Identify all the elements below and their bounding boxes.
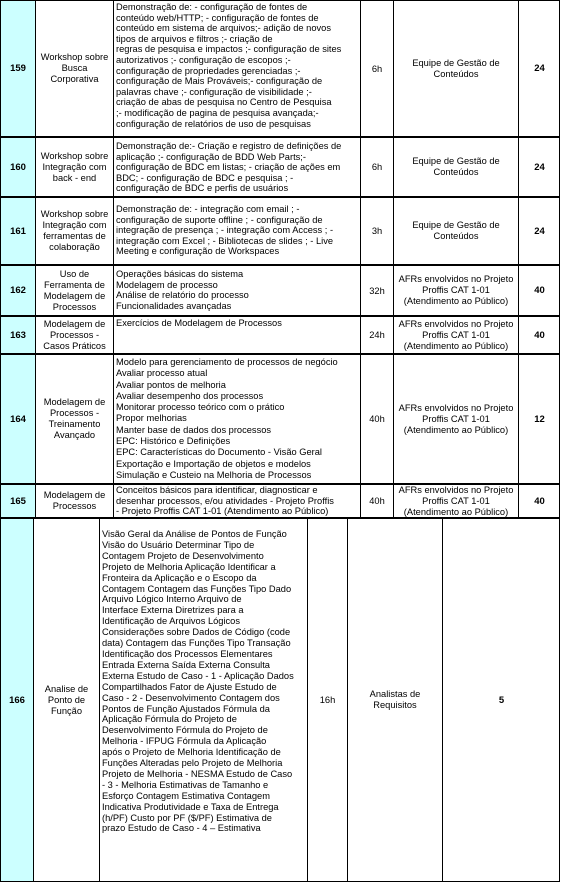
description-line: integração com Excel ; - Bibliotecas de slides ; - Live: [116, 235, 334, 246]
course-name: Modelagem de Processos - Casos Práticos: [36, 317, 114, 353]
row-number: 164: [1, 355, 36, 483]
description-line: Meeting e configuração de Workspaces: [116, 246, 280, 257]
description-line: Avaliar processo atual: [116, 368, 208, 379]
description-line: Demonstração de: - configuração de fontes de: [116, 2, 308, 12]
description-line: - 3 - Melhoria Estimativas de Tamanho e: [102, 779, 269, 790]
description-line: data) Contagem das Funções Tipo Transação: [102, 638, 291, 649]
description-line: Identificação dos Processos Elementares: [102, 648, 273, 659]
description-line: EPC: Histórico e Definições: [116, 436, 231, 447]
description-line: após o Projeto de Melhoria Identificação de: [102, 747, 281, 758]
course-name: Workshop sobre Integração com ferramentas de colaboração: [36, 198, 114, 264]
description-line: Caso - 2 - Desenvolvimento Contagem dos: [102, 692, 280, 703]
course-name: Workshop sobre Integração com back - end: [36, 138, 114, 196]
description-line: Visão Geral da Análise de Pontos de Função: [102, 529, 287, 539]
description-line: Exercícios de Modelagem de Processos: [116, 318, 282, 328]
description-line: palavras chave ;- configuração de visibilidade ;-: [116, 86, 312, 97]
description-line: Conceitos básicos para identificar, diagnosticar e: [116, 485, 318, 495]
description-line: regras de pesquisa e impactos ;- configuração de sites: [116, 44, 342, 55]
row-number: 162: [1, 266, 36, 315]
description-line: ;- modificação de pagina de pesquisa avançada;-: [116, 107, 319, 118]
description-line: Monitorar processo teórico com o prático: [116, 402, 285, 413]
target-audience: Equipe de Gestão de Conteúdos: [394, 1, 519, 136]
description-line: configuração de suporte offline ; - configuração de: [116, 214, 323, 225]
table-row: [0, 0, 560, 137]
description-line: Esforço Contagem Estimativa Contagem: [102, 790, 270, 801]
description-line: Identificação de Arquivos Lógicos: [102, 616, 240, 627]
description-line: Visão do Usuário Determinar Tipo de: [102, 539, 255, 550]
target-audience: AFRs envolvidos no Projeto Proffis CAT 1-01 (Atendimento ao Público): [394, 485, 519, 517]
table-row: [0, 137, 560, 197]
course-hours: 3h: [361, 198, 394, 264]
description-line: Projeto de Melhoria Aplicação Identificar a: [102, 561, 276, 572]
course-name: Uso de Ferramenta de Modelagem de Processos: [36, 266, 114, 315]
description-line: aplicação ;- configuração de BDD Web Parts;-: [116, 151, 306, 162]
course-name: Analise de Ponto de Função: [34, 519, 100, 881]
description-line: Simulação e Custeio na Melhoria de Processos: [116, 469, 312, 480]
description-line: prazo Estudo de Caso - 4 – Estimativa: [102, 823, 261, 834]
course-hours: 40h: [361, 485, 394, 517]
participant-count: 24: [534, 63, 545, 74]
course-hours: 16h: [308, 519, 348, 881]
row-number: 166: [1, 519, 34, 881]
description-line: autorizativos ;- configuração de escopos ;-: [116, 54, 291, 65]
course-description: [114, 138, 361, 196]
course-hours: 24h: [361, 317, 394, 353]
course-name: Modelagem de Processos: [36, 485, 114, 517]
course-description: [100, 519, 308, 881]
description-line: Fronteira da Aplicação e o Escopo da: [102, 572, 257, 583]
description-line: integração de presença ; - integração com Access ; -: [116, 225, 334, 236]
description-line: Avaliar desempenho dos processos: [116, 390, 264, 401]
course-description: [114, 355, 361, 483]
participant-count: 24: [534, 161, 545, 173]
course-description: [114, 266, 361, 315]
description-line: Manter base de dados dos processos: [116, 424, 272, 435]
description-line: (h/PF) Custo por PF ($/PF) Estimativa de: [102, 812, 272, 823]
target-audience: AFRs envolvidos no Projeto Proffis CAT 1-01 (Atendimento ao Público): [394, 355, 519, 483]
description-line: Demonstração de: - integração com email ; -: [116, 204, 300, 214]
table-row: [0, 354, 560, 484]
description-line: Análise de relatório do processo: [116, 290, 249, 301]
row-number: 161: [1, 198, 36, 264]
course-hours: 6h: [361, 138, 394, 196]
table-row: [0, 518, 560, 882]
course-description: [114, 198, 361, 264]
description-line: Projeto de Melhoria - NESMA Estudo de Caso: [102, 768, 293, 779]
description-line: Modelo para gerenciamento de processos de negócio: [116, 357, 338, 367]
description-line: Considerações sobre Dados de Código (code: [102, 627, 291, 638]
description-line: EPC: Características do Documento - Visão Geral: [116, 447, 322, 458]
description-line: - Projeto Proffis CAT 1-01 (Atendimento ao Público): [116, 506, 329, 517]
row-number: 165: [1, 485, 36, 517]
description-line: Aplicação Fórmula do Projeto de: [102, 714, 237, 725]
description-line: Funcionalidades avançadas: [116, 300, 232, 311]
table-row: [0, 316, 560, 354]
table-row: [0, 484, 560, 518]
description-line: Compartilhados Fator de Ajuste Estudo de: [102, 681, 277, 692]
participant-count: 40: [534, 285, 545, 296]
row-number: 159: [1, 1, 36, 136]
description-line: configuração de propriedades gerenciadas ;-: [116, 65, 301, 76]
description-line: Operações básicas do sistema: [116, 269, 244, 279]
course-hours: 6h: [361, 1, 394, 136]
participant-count: 40: [534, 329, 545, 341]
target-audience: AFRs envolvidos no Projeto Proffis CAT 1-01 (Atendimento ao Público): [394, 266, 519, 315]
description-line: Contagem Projeto de Desenvolvimento: [102, 550, 264, 561]
course-hours: 32h: [361, 266, 394, 315]
description-line: criação de abas de pesquisa no Centro de Pesquisa: [116, 97, 332, 108]
participant-count: 5: [498, 694, 505, 706]
description-line: Contagem Contagem das Funções Tipo Dado: [102, 583, 292, 594]
description-line: Avaliar pontos de melhoria: [116, 379, 226, 390]
table-row: [0, 265, 560, 316]
description-line: Pontos de Função Ajustados Fórmula da: [102, 703, 270, 714]
description-line: Melhoria - IFPUG Fórmula da Aplicação: [102, 736, 267, 747]
description-line: Exportação e Importação de objetos e modelos: [116, 458, 311, 469]
description-line: Arquivo Lógico Interno Arquivo de: [102, 594, 242, 605]
description-line: Demonstração de:- Criação e registro de definições de: [116, 141, 342, 151]
description-line: Indicativa Produtividade e Taxa de Entrega: [102, 801, 279, 812]
table-row: [0, 197, 560, 265]
course-description: [114, 1, 361, 136]
description-line: Propor melhorias: [116, 413, 187, 424]
description-line: configuração de relatórios de uso de pesquisas: [116, 118, 311, 129]
participant-count: 12: [534, 413, 545, 425]
participant-count: 24: [534, 225, 545, 237]
course-description: [114, 485, 361, 517]
description-line: Modelagem de processo: [116, 279, 218, 290]
description-line: Desenvolvimento Fórmula do Projeto de: [102, 725, 268, 736]
target-audience: Analistas de Requisitos: [348, 519, 443, 881]
participant-count: 40: [534, 495, 545, 507]
target-audience: Equipe de Gestão de Conteúdos: [394, 138, 519, 196]
description-line: conteúdo em sistema de arquivos;- adição de novos: [116, 23, 331, 34]
description-line: conteúdo web/HTTP; - configuração de fontes de: [116, 12, 319, 23]
description-line: Interface Externa Diretrizes para a: [102, 605, 244, 616]
description-line: configuração de Mais Prováveis;- configuração de: [116, 76, 323, 87]
description-line: BDC; - configuração de BDC e pesquisa ; -: [116, 172, 294, 183]
description-line: configuração de BDC e perfis de usuários: [116, 183, 289, 194]
description-line: Externa Estudo de Caso - 1 - Aplicação Dados: [102, 670, 294, 681]
course-name: Workshop sobre Busca Corporativa: [36, 1, 114, 136]
target-audience: Equipe de Gestão de Conteúdos: [394, 198, 519, 264]
row-number: 160: [1, 138, 36, 196]
description-line: Funções Alteradas pelo Projeto de Melhoria: [102, 758, 283, 769]
description-line: desenhar processos, e/ou atividades - Projeto Proffis: [116, 495, 334, 506]
course-hours: 40h: [361, 355, 394, 483]
description-line: tipos de arquivos e filtros ;- criação de: [116, 33, 273, 44]
course-name: Modelagem de Processos - Treinamento Avançado: [36, 355, 114, 483]
target-audience: AFRs envolvidos no Projeto Proffis CAT 1-01 (Atendimento ao Público): [394, 317, 519, 353]
description-line: Entrada Externa Saída Externa Consulta: [102, 659, 270, 670]
course-description: [114, 317, 361, 353]
description-line: configuração de BDC em listas; - criação de ações em: [116, 162, 341, 173]
row-number: 163: [1, 317, 36, 353]
